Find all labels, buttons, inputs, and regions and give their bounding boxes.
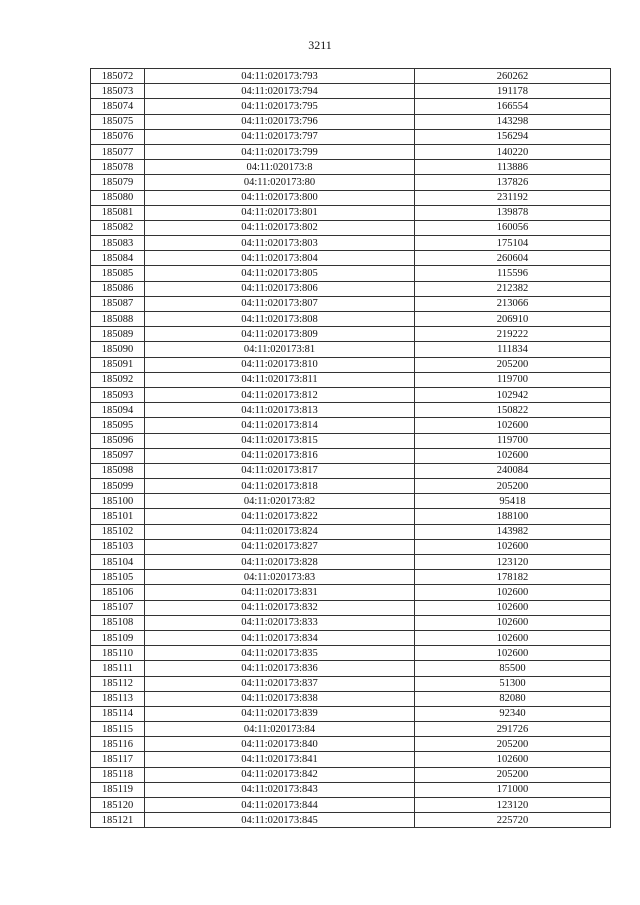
cadastral-number-cell: 04:11:020173:839 — [145, 706, 415, 721]
table-row — [91, 342, 611, 357]
value-cell: 139878 — [415, 205, 611, 220]
value-cell: 137826 — [415, 175, 611, 190]
row-number-cell: 185087 — [91, 296, 145, 311]
row-number-cell: 185111 — [91, 661, 145, 676]
row-number-cell: 185074 — [91, 99, 145, 114]
row-number-cell: 185086 — [91, 281, 145, 296]
table-row — [91, 524, 611, 539]
table-row — [91, 296, 611, 311]
row-number-cell: 185085 — [91, 266, 145, 281]
value-cell: 219222 — [415, 327, 611, 342]
table-row — [91, 129, 611, 144]
value-cell: 143982 — [415, 524, 611, 539]
value-cell: 102600 — [415, 646, 611, 661]
row-number-cell: 185118 — [91, 767, 145, 782]
cadastral-number-cell: 04:11:020173:834 — [145, 630, 415, 645]
table-row — [91, 722, 611, 737]
value-cell: 260604 — [415, 251, 611, 266]
cadastral-number-cell: 04:11:020173:810 — [145, 357, 415, 372]
table-row — [91, 570, 611, 585]
cadastral-number-cell: 04:11:020173:800 — [145, 190, 415, 205]
table-row — [91, 327, 611, 342]
value-cell: 260262 — [415, 69, 611, 84]
row-number-cell: 185115 — [91, 722, 145, 737]
table-row — [91, 752, 611, 767]
value-cell: 102600 — [415, 418, 611, 433]
cadastral-number-cell: 04:11:020173:844 — [145, 798, 415, 813]
value-cell: 175104 — [415, 236, 611, 251]
value-cell: 188100 — [415, 509, 611, 524]
row-number-cell: 185096 — [91, 433, 145, 448]
cadastral-number-cell: 04:11:020173:794 — [145, 84, 415, 99]
value-cell: 85500 — [415, 661, 611, 676]
table-row — [91, 676, 611, 691]
row-number-cell: 185097 — [91, 448, 145, 463]
row-number-cell: 185078 — [91, 160, 145, 175]
cadastral-number-cell: 04:11:020173:818 — [145, 479, 415, 494]
cadastral-number-cell: 04:11:020173:803 — [145, 236, 415, 251]
table-row — [91, 190, 611, 205]
value-cell: 225720 — [415, 813, 611, 828]
cadastral-number-cell: 04:11:020173:799 — [145, 144, 415, 159]
cadastral-number-cell: 04:11:020173:801 — [145, 205, 415, 220]
row-number-cell: 185091 — [91, 357, 145, 372]
value-cell: 166554 — [415, 99, 611, 114]
cadastral-number-cell: 04:11:020173:838 — [145, 691, 415, 706]
cadastral-number-cell: 04:11:020173:840 — [145, 737, 415, 752]
row-number-cell: 185100 — [91, 494, 145, 509]
row-number-cell: 185120 — [91, 798, 145, 813]
page-number: 3211 — [308, 38, 332, 52]
cadastral-number-cell: 04:11:020173:793 — [145, 69, 415, 84]
row-number-cell: 185081 — [91, 205, 145, 220]
row-number-cell: 185083 — [91, 236, 145, 251]
cadastral-number-cell: 04:11:020173:804 — [145, 251, 415, 266]
table-row — [91, 99, 611, 114]
value-cell: 156294 — [415, 129, 611, 144]
row-number-cell: 185102 — [91, 524, 145, 539]
row-number-cell: 185088 — [91, 312, 145, 327]
table-row — [91, 494, 611, 509]
table-row — [91, 539, 611, 554]
row-number-cell: 185077 — [91, 144, 145, 159]
value-cell: 123120 — [415, 555, 611, 570]
table-row — [91, 646, 611, 661]
cadastral-number-cell: 04:11:020173:809 — [145, 327, 415, 342]
cadastral-number-cell: 04:11:020173:796 — [145, 114, 415, 129]
value-cell: 102942 — [415, 387, 611, 402]
table-row — [91, 448, 611, 463]
value-cell: 205200 — [415, 767, 611, 782]
table-row — [91, 205, 611, 220]
row-number-cell: 185105 — [91, 570, 145, 585]
row-number-cell: 185089 — [91, 327, 145, 342]
row-number-cell: 185080 — [91, 190, 145, 205]
row-number-cell: 185104 — [91, 555, 145, 570]
cadastral-number-cell: 04:11:020173:81 — [145, 342, 415, 357]
cadastral-number-cell: 04:11:020173:802 — [145, 220, 415, 235]
table-row — [91, 706, 611, 721]
table-row — [91, 615, 611, 630]
row-number-cell: 185114 — [91, 706, 145, 721]
cadastral-number-cell: 04:11:020173:808 — [145, 312, 415, 327]
row-number-cell: 185103 — [91, 539, 145, 554]
row-number-cell: 185109 — [91, 630, 145, 645]
cadastral-number-cell: 04:11:020173:824 — [145, 524, 415, 539]
table-row — [91, 782, 611, 797]
row-number-cell: 185110 — [91, 646, 145, 661]
cadastral-number-cell: 04:11:020173:836 — [145, 661, 415, 676]
cadastral-number-cell: 04:11:020173:795 — [145, 99, 415, 114]
row-number-cell: 185112 — [91, 676, 145, 691]
table-row — [91, 479, 611, 494]
table-row — [91, 433, 611, 448]
table-row — [91, 798, 611, 813]
row-number-cell: 185117 — [91, 752, 145, 767]
value-cell: 143298 — [415, 114, 611, 129]
value-cell: 102600 — [415, 600, 611, 615]
cadastral-number-cell: 04:11:020173:822 — [145, 509, 415, 524]
value-cell: 150822 — [415, 403, 611, 418]
row-number-cell: 185073 — [91, 84, 145, 99]
value-cell: 205200 — [415, 737, 611, 752]
cadastral-number-cell: 04:11:020173:845 — [145, 813, 415, 828]
value-cell: 51300 — [415, 676, 611, 691]
cadastral-number-cell: 04:11:020173:815 — [145, 433, 415, 448]
table-row — [91, 251, 611, 266]
row-number-cell: 185072 — [91, 69, 145, 84]
value-cell: 119700 — [415, 433, 611, 448]
table-row — [91, 691, 611, 706]
row-number-cell: 185082 — [91, 220, 145, 235]
value-cell: 102600 — [415, 630, 611, 645]
cadastral-number-cell: 04:11:020173:831 — [145, 585, 415, 600]
value-cell: 213066 — [415, 296, 611, 311]
value-cell: 115596 — [415, 266, 611, 281]
table-row — [91, 403, 611, 418]
registry-table — [90, 68, 611, 828]
value-cell: 171000 — [415, 782, 611, 797]
value-cell: 191178 — [415, 84, 611, 99]
value-cell: 291726 — [415, 722, 611, 737]
row-number-cell: 185099 — [91, 479, 145, 494]
table-row — [91, 114, 611, 129]
value-cell: 92340 — [415, 706, 611, 721]
value-cell: 82080 — [415, 691, 611, 706]
table-row — [91, 585, 611, 600]
value-cell: 102600 — [415, 539, 611, 554]
table-row — [91, 236, 611, 251]
value-cell: 102600 — [415, 752, 611, 767]
cadastral-number-cell: 04:11:020173:82 — [145, 494, 415, 509]
value-cell: 102600 — [415, 615, 611, 630]
table-row — [91, 418, 611, 433]
table-row — [91, 737, 611, 752]
row-number-cell: 185098 — [91, 463, 145, 478]
cadastral-number-cell: 04:11:020173:813 — [145, 403, 415, 418]
cadastral-number-cell: 04:11:020173:832 — [145, 600, 415, 615]
table-row — [91, 661, 611, 676]
table-row — [91, 555, 611, 570]
row-number-cell: 185092 — [91, 372, 145, 387]
value-cell: 160056 — [415, 220, 611, 235]
cadastral-number-cell: 04:11:020173:83 — [145, 570, 415, 585]
value-cell: 205200 — [415, 479, 611, 494]
cadastral-number-cell: 04:11:020173:828 — [145, 555, 415, 570]
value-cell: 212382 — [415, 281, 611, 296]
cadastral-number-cell: 04:11:020173:807 — [145, 296, 415, 311]
row-number-cell: 185106 — [91, 585, 145, 600]
row-number-cell: 185119 — [91, 782, 145, 797]
cadastral-number-cell: 04:11:020173:843 — [145, 782, 415, 797]
table-row — [91, 600, 611, 615]
row-number-cell: 185094 — [91, 403, 145, 418]
cadastral-number-cell: 04:11:020173:84 — [145, 722, 415, 737]
table-row — [91, 281, 611, 296]
value-cell: 240084 — [415, 463, 611, 478]
table-row — [91, 312, 611, 327]
value-cell: 113886 — [415, 160, 611, 175]
row-number-cell: 185084 — [91, 251, 145, 266]
row-number-cell: 185076 — [91, 129, 145, 144]
cadastral-number-cell: 04:11:020173:806 — [145, 281, 415, 296]
value-cell: 123120 — [415, 798, 611, 813]
row-number-cell: 185108 — [91, 615, 145, 630]
cadastral-number-cell: 04:11:020173:812 — [145, 387, 415, 402]
row-number-cell: 185079 — [91, 175, 145, 190]
cadastral-number-cell: 04:11:020173:842 — [145, 767, 415, 782]
row-number-cell: 185093 — [91, 387, 145, 402]
table-row — [91, 160, 611, 175]
value-cell: 205200 — [415, 357, 611, 372]
table-row — [91, 630, 611, 645]
row-number-cell: 185101 — [91, 509, 145, 524]
value-cell: 95418 — [415, 494, 611, 509]
cadastral-number-cell: 04:11:020173:837 — [145, 676, 415, 691]
table-row — [91, 220, 611, 235]
table-row — [91, 69, 611, 84]
cadastral-number-cell: 04:11:020173:817 — [145, 463, 415, 478]
value-cell: 206910 — [415, 312, 611, 327]
value-cell: 102600 — [415, 448, 611, 463]
cadastral-number-cell: 04:11:020173:841 — [145, 752, 415, 767]
table-row — [91, 144, 611, 159]
cadastral-number-cell: 04:11:020173:797 — [145, 129, 415, 144]
cadastral-number-cell: 04:11:020173:814 — [145, 418, 415, 433]
value-cell: 231192 — [415, 190, 611, 205]
row-number-cell: 185113 — [91, 691, 145, 706]
cadastral-number-cell: 04:11:020173:816 — [145, 448, 415, 463]
cadastral-number-cell: 04:11:020173:811 — [145, 372, 415, 387]
table-row — [91, 357, 611, 372]
table-row — [91, 767, 611, 782]
table-row — [91, 509, 611, 524]
row-number-cell: 185095 — [91, 418, 145, 433]
cadastral-number-cell: 04:11:020173:827 — [145, 539, 415, 554]
value-cell: 111834 — [415, 342, 611, 357]
registry-table-body — [91, 69, 611, 828]
row-number-cell: 185107 — [91, 600, 145, 615]
cadastral-number-cell: 04:11:020173:80 — [145, 175, 415, 190]
value-cell: 140220 — [415, 144, 611, 159]
row-number-cell: 185116 — [91, 737, 145, 752]
cadastral-number-cell: 04:11:020173:8 — [145, 160, 415, 175]
table-row — [91, 84, 611, 99]
row-number-cell: 185090 — [91, 342, 145, 357]
table-row — [91, 372, 611, 387]
value-cell: 178182 — [415, 570, 611, 585]
table-row — [91, 463, 611, 478]
table-row — [91, 813, 611, 828]
cadastral-number-cell: 04:11:020173:833 — [145, 615, 415, 630]
row-number-cell: 185075 — [91, 114, 145, 129]
cadastral-number-cell: 04:11:020173:835 — [145, 646, 415, 661]
table-row — [91, 175, 611, 190]
cadastral-number-cell: 04:11:020173:805 — [145, 266, 415, 281]
table-row — [91, 387, 611, 402]
table-row — [91, 266, 611, 281]
row-number-cell: 185121 — [91, 813, 145, 828]
value-cell: 102600 — [415, 585, 611, 600]
value-cell: 119700 — [415, 372, 611, 387]
